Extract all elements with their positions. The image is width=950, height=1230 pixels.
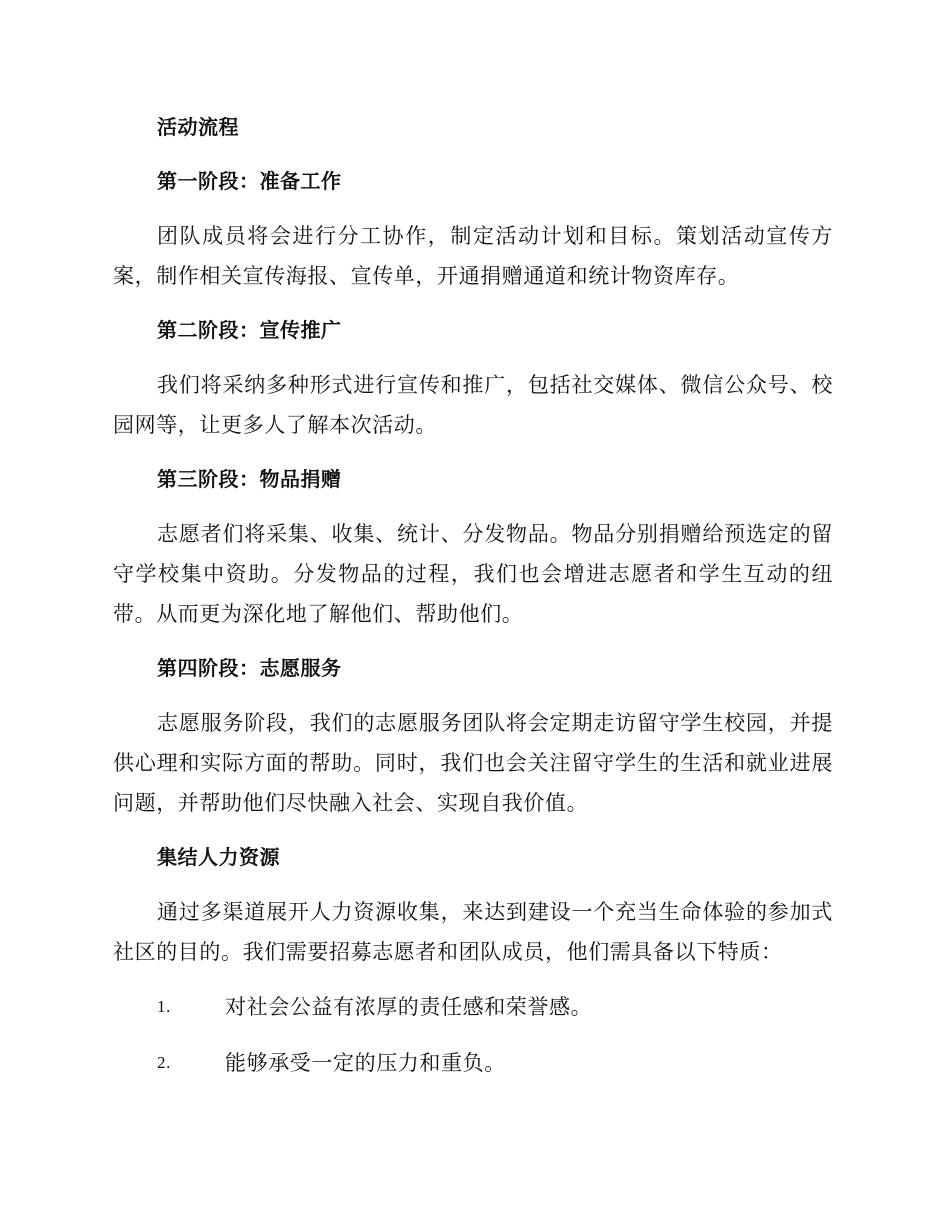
stage-two-heading: 第二阶段：宣传推广 [157, 318, 342, 342]
human-resources-paragraph: 通过多渠道展开人力资源收集，来达到建设一个充当生命体验的参加式社区的目的。我们需要招募志愿者和团队成员，他们需具备以下特质： [113, 900, 833, 964]
qualities-list [113, 987, 833, 1083]
list-item-number: 1. [157, 997, 171, 1016]
stage-one-heading: 第一阶段：准备工作 [157, 169, 342, 193]
list-item-text: 能够承受一定的压力和重负。 [225, 1051, 506, 1075]
stage-four-heading: 第四阶段：志愿服务 [157, 656, 342, 680]
list-item-text: 对社会公益有浓厚的责任感和荣誉感。 [225, 995, 593, 1019]
section-heading-activity-flow: 活动流程 [157, 115, 239, 139]
stage-three-heading: 第三阶段：物品捐赠 [157, 467, 342, 491]
stage-one-paragraph: 团队成员将会进行分工协作，制定活动计划和目标。策划活动宣传方案，制作相关宣传海报、宣传单，开通捐赠通道和统计物资库存。 [113, 224, 833, 288]
list-item [113, 1043, 833, 1083]
stage-four-paragraph: 志愿服务阶段，我们的志愿服务团队将会定期走访留守学生校园，并提供心理和实际方面的帮助。同时，我们也会关注留守学生的生活和就业进展问题，并帮助他们尽快融入社会、实现自我价值。 [113, 711, 833, 815]
stage-two-paragraph: 我们将采纳多种形式进行宣传和推广，包括社交媒体、微信公众号、校园网等，让更多人了解本次活动。 [113, 373, 833, 437]
list-item [113, 987, 833, 1027]
human-resources-heading: 集结人力资源 [157, 845, 280, 869]
list-item-number: 2. [157, 1053, 171, 1072]
document-body [113, 108, 833, 1099]
stage-three-paragraph: 志愿者们将采集、收集、统计、分发物品。物品分别捐赠给预选定的留守学校集中资助。分发物品的过程，我们也会增进志愿者和学生互动的纽带。从而更为深化地了解他们、帮助他们。 [113, 522, 833, 626]
